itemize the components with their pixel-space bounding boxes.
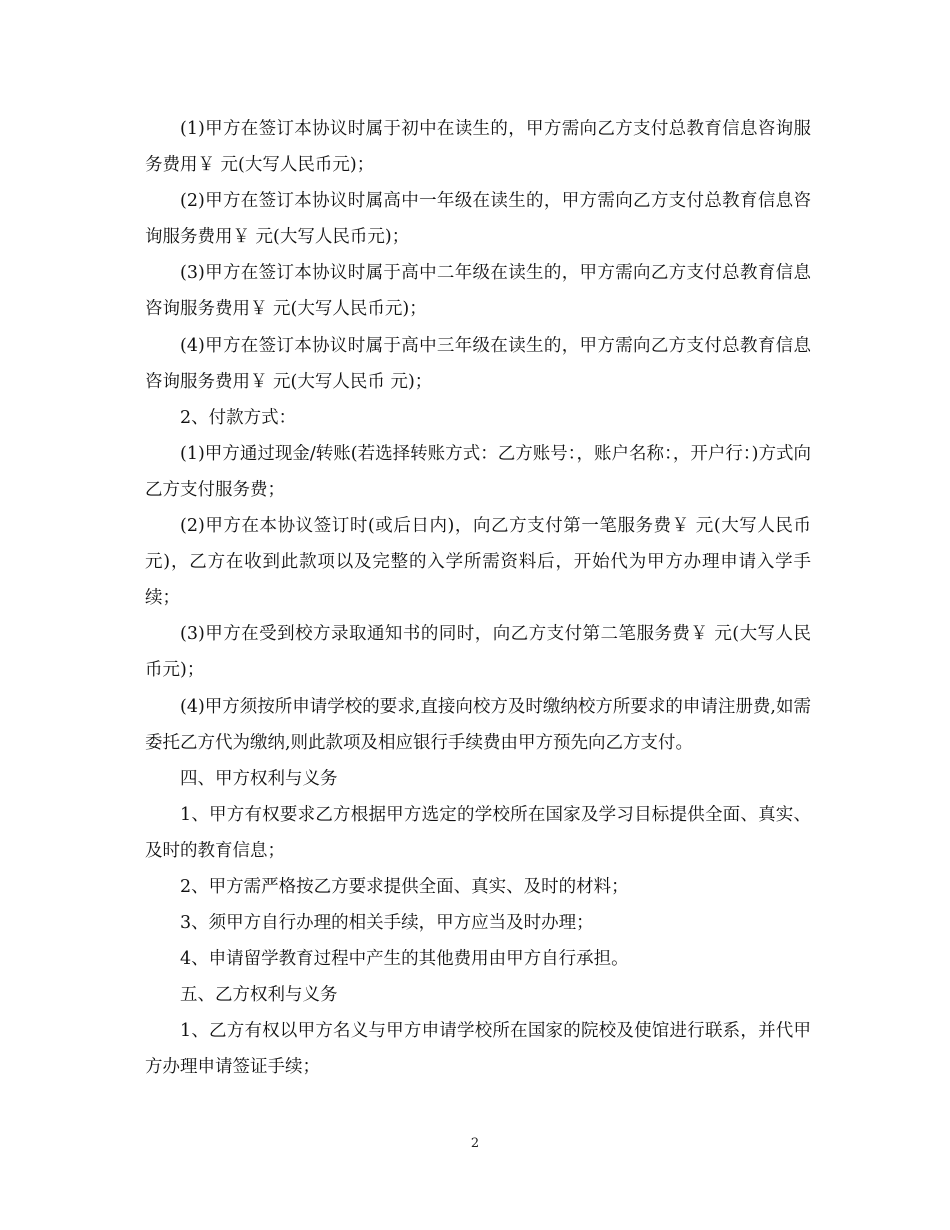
fee-clause-2: (2)甲方在签订本协议时属高中一年级在读生的，甲方需向乙方支付总教育信息咨询服务费用￥ 元(大写人民币元)； xyxy=(145,191,811,248)
party-b-clause-1: 1、乙方有权以甲方名义与甲方申请学校所在国家的院校及使馆进行联系，并代甲方办理申请签证手续； xyxy=(145,1021,811,1078)
page-number: 2 xyxy=(470,1136,480,1151)
section-five-heading: 五、乙方权利与义务 xyxy=(180,985,338,1006)
fee-clause-1: (1)甲方在签订本协议时属于初中在读生的，甲方需向乙方支付总教育信息咨询服务费用￥ 元(大写人民币元)； xyxy=(145,119,811,176)
party-a-clause-2: 2、甲方需严格按乙方要求提供全面、真实、及时的材料； xyxy=(180,876,629,897)
payment-method-heading: 2、付款方式： xyxy=(180,407,297,428)
payment-clause-3: (3)甲方在受到校方录取通知书的同时，向乙方支付第二笔服务费￥ 元(大写人民币元)； xyxy=(145,624,811,681)
payment-clause-4: (4)甲方须按所申请学校的要求,直接向校方及时缴纳校方所要求的申请注册费,如需委托乙方代为缴纳,则此款项及相应银行手续费由甲方预先向乙方支付。 xyxy=(145,696,811,753)
party-a-clause-1: 1、甲方有权要求乙方根据甲方选定的学校所在国家及学习目标提供全面、真实、及时的教育信息； xyxy=(145,804,811,861)
party-a-clause-3: 3、须甲方自行办理的相关手续，甲方应当及时办理； xyxy=(180,913,594,934)
document-body xyxy=(145,111,811,1086)
fee-clause-3: (3)甲方在签订本协议时属于高中二年级在读生的，甲方需向乙方支付总教育信息咨询服务费用￥ 元(大写人民币元)； xyxy=(145,263,811,320)
party-a-clause-4: 4、申请留学教育过程中产生的其他费用由甲方自行承担。 xyxy=(180,949,629,970)
section-four-heading: 四、甲方权利与义务 xyxy=(180,768,338,789)
payment-clause-2: (2)甲方在本协议签订时(或后日内)，向乙方支付第一笔服务费￥ 元(大写人民币元)，乙方在收到此款项以及完整的入学所需资料后，开始代为甲方办理申请入学手续； xyxy=(145,516,811,609)
fee-clause-4: (4)甲方在签订本协议时属于高中三年级在读生的，甲方需向乙方支付总教育信息咨询服务费用￥ 元(大写人民币 元)； xyxy=(145,335,811,392)
payment-clause-1: (1)甲方通过现金/转账(若选择转账方式：乙方账号：，账户名称：，开户行：)方式向乙方支付服务费； xyxy=(145,443,811,500)
